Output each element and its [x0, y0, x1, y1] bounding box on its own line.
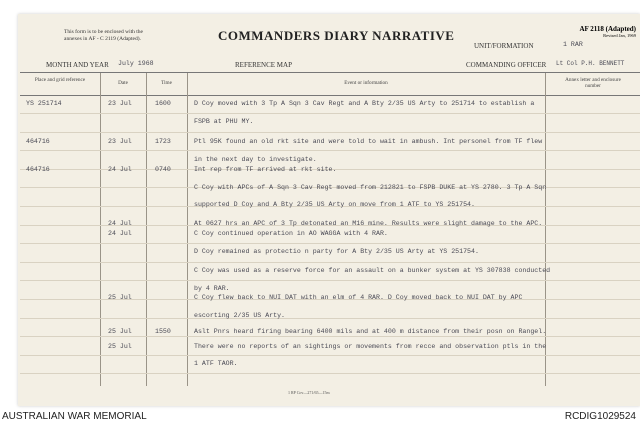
entry-text: supported D Coy and A Bty 2/35 US Arty on move from 1 ATF to YS 251754.	[194, 201, 475, 208]
entry-text: Aslt Pnrs heard firing bearing 6400 mils and at 400 m distance from their posn on Rangel.	[194, 328, 547, 335]
entry-date: 25 Jul	[108, 343, 132, 350]
entry-place: YS 251714	[26, 100, 62, 107]
footer-institution: AUSTRALIAN WAR MEMORIAL	[2, 411, 147, 422]
month-label: MONTH AND YEAR	[46, 61, 109, 69]
entry-text: D Coy remained as protectio n party for A Bty 2/35 US Arty at YS 251754.	[194, 248, 479, 255]
entry-date: 24 Jul	[108, 166, 132, 173]
entry-time: 0740	[155, 166, 171, 173]
diary-page	[18, 14, 640, 406]
ruled-line	[20, 132, 640, 133]
month-value: July 1968	[118, 60, 154, 67]
entry-text: escorting 2/35 US Arty.	[194, 312, 286, 319]
column-divider	[545, 73, 546, 386]
column-divider	[146, 73, 147, 386]
commanding-officer-label: COMMANDING OFFICER	[466, 61, 547, 69]
entry-time: 1550	[155, 328, 171, 335]
entry-text: Int rep from TF arrived at rkt site.	[194, 166, 337, 173]
reference-map-label: REFERENCE MAP	[235, 61, 292, 69]
entry-text: D Coy moved with 3 Tp A Sqn 3 Cav Regt and A Bty 2/35 US Arty to 251714 to establish a	[194, 100, 535, 107]
entry-text: 1 ATF TAOR.	[194, 360, 238, 367]
entry-text: C Coy flew back to NUI DAT with an elm of 4 RAR. D Coy moved back to NUI DAT by APC	[194, 294, 523, 301]
col-header-time: Time	[161, 80, 172, 86]
col-header-place: Place and grid reference	[34, 77, 86, 83]
col-header-date: Date	[118, 80, 128, 86]
entry-date: 25 Jul	[108, 294, 132, 301]
entry-text: C Coy was used as a reserve force for an assault on a bunker system at YS 307838 conducted	[194, 267, 551, 274]
entry-date: 25 Jul	[108, 328, 132, 335]
ruled-line	[20, 243, 640, 244]
ruled-line	[20, 355, 640, 356]
entry-place: 464716	[26, 138, 50, 145]
entry-text: C Coy with APCs of A Sqn 3 Cav Regt moved from 212821 to FSPB DUKE at YS 2780. 3 Tp A Sqn	[194, 184, 547, 191]
footer-id: RCDIG1029524	[564, 411, 636, 422]
entry-text: There were no reports of an sightings or movements from recce and observation ptls in the	[194, 343, 547, 350]
ruled-line	[20, 280, 640, 281]
ruled-line	[20, 373, 640, 374]
entry-text: FSPB at PHU MY.	[194, 118, 254, 125]
header-rule	[20, 95, 640, 96]
col-header-annex: Annex letter and enclosure number	[565, 77, 621, 89]
page-title: COMMANDERS DIARY NARRATIVE	[218, 28, 455, 43]
column-divider	[187, 73, 188, 386]
ruled-line	[20, 336, 640, 337]
commanding-officer-value: Lt Col P.H. BENNETT	[556, 60, 625, 67]
entry-place: 464716	[26, 166, 50, 173]
entry-date: 23 Jul	[108, 138, 132, 145]
enclose-note: This form is to be enclosed with the annexes in AF - C 2119 (Adapted).	[64, 29, 143, 42]
entry-text: C Coy continued operation in AO WAGGA with 4 RAR.	[194, 230, 388, 237]
entry-text: Ptl 95K found an old rkt site and were told to wait in ambush. Int personel from TF flew	[194, 138, 543, 145]
ruled-line	[20, 150, 640, 151]
col-header-event: Event or information	[344, 80, 388, 86]
entry-text: in the next day to investigate.	[194, 156, 317, 163]
entry-date: 23 Jul	[108, 100, 132, 107]
entry-date: 24 Jul	[108, 230, 132, 237]
form-number: AF 2118 (Adapted) Revised Jan, 1969	[579, 25, 636, 38]
unit-value: 1 RAR	[563, 41, 583, 48]
ruled-line	[20, 262, 640, 263]
column-divider	[100, 73, 101, 386]
entry-time: 1723	[155, 138, 171, 145]
entry-date: 24 Jul	[108, 220, 132, 227]
ruled-line	[20, 318, 640, 319]
table-top-rule	[20, 72, 640, 73]
print-code: 1 RP Cov—271/65—15m	[288, 390, 330, 395]
entry-time: 1600	[155, 100, 171, 107]
entry-text: by 4 RAR.	[194, 285, 230, 292]
entry-text: At 0627 hrs an APC of 3 Tp detonated an M16 mine. Results were slight damage to the APC.	[194, 220, 543, 227]
unit-label: UNIT/FORMATION	[474, 42, 534, 50]
ruled-line	[20, 113, 640, 114]
